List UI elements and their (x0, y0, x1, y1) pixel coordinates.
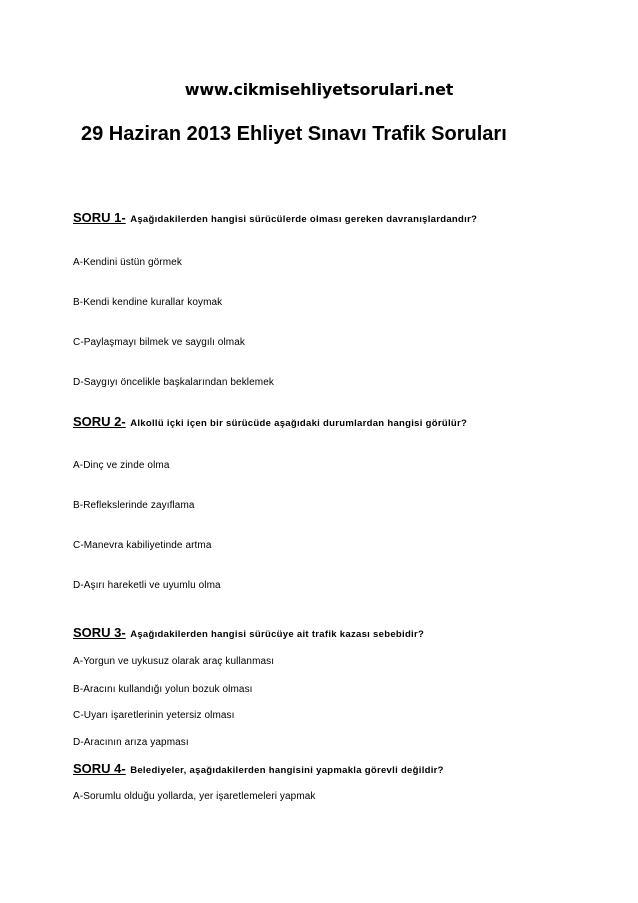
question-2-answer-c: C-Manevra kabiliyetinde artma (73, 540, 212, 551)
question-1-answer-b: B-Kendi kendine kurallar koymak (73, 297, 223, 308)
site-url: www.cikmisehliyetsorulari.net (184, 80, 454, 99)
question-2-text: Alkollü içki içen bir sürücüde aşağıdaki durumlardan hangisi görülür? (130, 418, 468, 429)
question-3-answer-a: A-Yorgun ve uykusuz olarak araç kullanması (73, 656, 275, 667)
question-2-answer-b: B-Reflekslerinde zayıflama (73, 500, 195, 511)
question-4-answer-a: A-Sorumlu olduğu yollarda, yer işaretlemeleri yapmak (73, 791, 316, 802)
question-1-answer-d: D-Saygıyı öncelikle başkalarından beklemek (73, 377, 274, 388)
question-3-answer-d: D-Aracının arıza yapması (73, 737, 189, 748)
question-1-text: Aşağıdakilerden hangisi sürücülerde olması gereken davranışlardandır? (130, 214, 478, 225)
question-3-number: SORU 3- (73, 625, 126, 640)
question-1-answer-a: A-Kendini üstün görmek (73, 257, 182, 268)
question-4 (73, 761, 444, 779)
question-3-text: Aşağıdakilerden hangisi sürücüye ait trafik kazası sebebidir? (130, 629, 425, 640)
question-2 (73, 414, 467, 432)
question-1 (73, 210, 477, 228)
question-3-answer-b: B-Aracını kullandığı yolun bozuk olması (73, 684, 253, 695)
question-2-answer-a: A-Dinç ve zinde olma (73, 460, 170, 471)
question-3-answer-c: C-Uyarı işaretlerinin yetersiz olması (73, 710, 235, 721)
page-title: 29 Haziran 2013 Ehliyet Sınavı Trafik Soruları (81, 123, 507, 145)
question-4-number: SORU 4- (73, 761, 126, 776)
question-4-text: Belediyeler, aşağıdakilerden hangisini yapmakla görevli değildir? (130, 765, 444, 776)
question-1-number: SORU 1- (73, 210, 126, 225)
question-2-answer-d: D-Aşırı hareketli ve uyumlu olma (73, 580, 221, 591)
question-3 (73, 625, 424, 643)
question-2-number: SORU 2- (73, 414, 126, 429)
question-1-answer-c: C-Paylaşmayı bilmek ve saygılı olmak (73, 337, 245, 348)
